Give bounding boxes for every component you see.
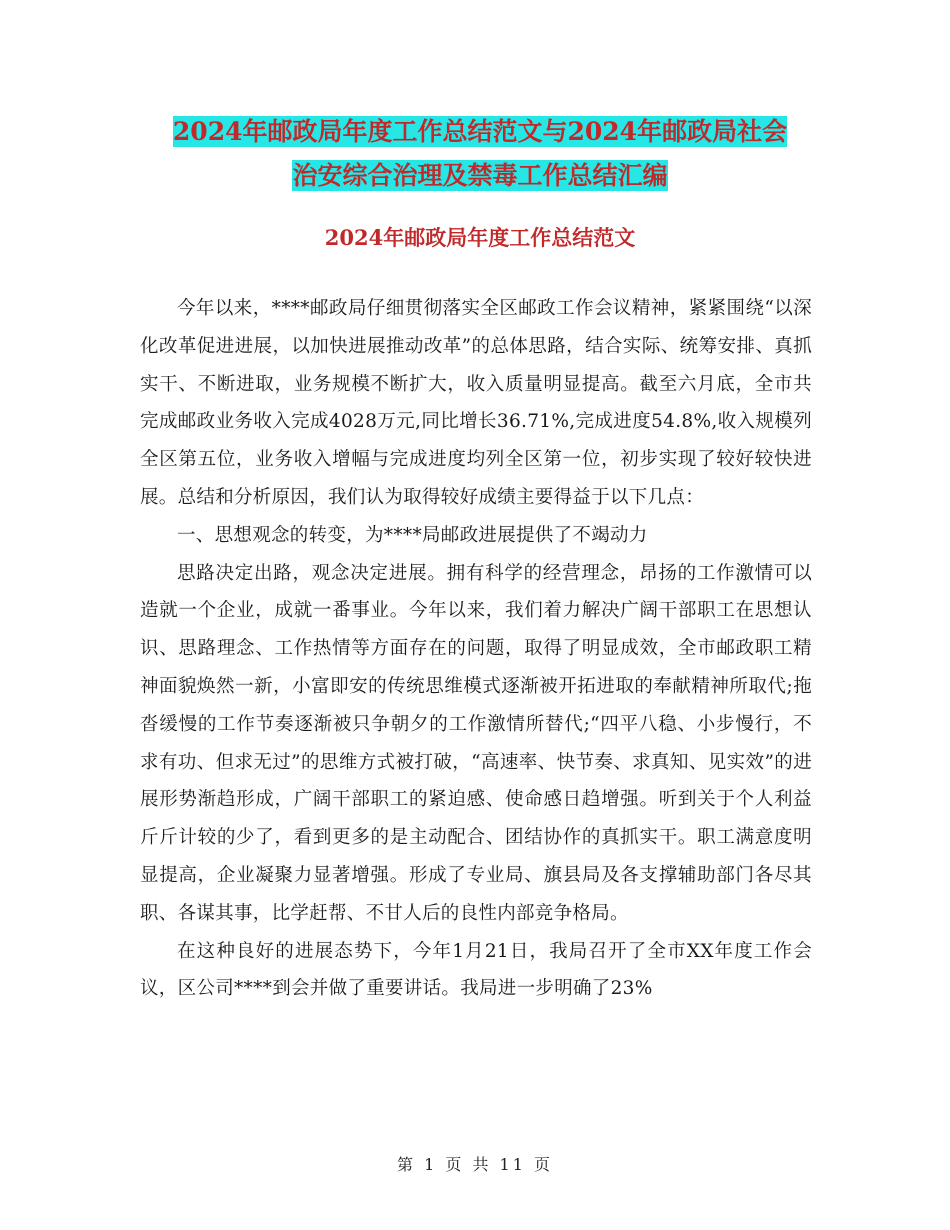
title-line-1: 2024年邮政局年度工作总结范文与2024年邮政局社会	[172, 117, 788, 146]
document-title	[140, 110, 820, 198]
paragraph-intro: 今年以来，****邮政局仔细贯彻落实全区邮政工作会议精神，紧紧围绕“以深化改革促进进展，以加快进展推动改革”的总体思路，结合实际、统筹安排、真抓实干、不断进取，业务规模不断扩大，收入质量明显提高。截至六月底，全市共完成邮政业务收入完成4028万元,同比增长36.71%,完成进度54.8%,收入规模列全区第五位，业务收入增幅与完成进度均列全区第一位，初步实现了较好较快进展。总结和分析原因，我们认为取得较好成绩主要得益于以下几点：	[140, 298, 812, 508]
section-title: 2024年邮政局年度工作总结范文	[324, 225, 636, 250]
page-footer: 第 1 页 共 11 页	[397, 1155, 553, 1174]
paragraph-heading-1: 一、思想观念的转变，为****局邮政进展提供了不竭动力	[177, 524, 648, 546]
document-body	[140, 290, 812, 1008]
paragraph-body-2: 在这种良好的进展态势下，今年1月21日，我局召开了全市XX年度工作会议，区公司****到会并做了重要讲话。我局进一步明确了23%	[140, 940, 812, 1000]
paragraph-body-1: 思路决定出路，观念决定进展。拥有科学的经营理念，昂扬的工作激情可以造就一个企业，成就一番事业。今年以来，我们着力解决广阔干部职工在思想认识、思路理念、工作热情等方面存在的问题，取得了明显成效，全市邮政职工精神面貌焕然一新，小富即安的传统思维模式逐渐被开拓进取的奉献精神所取代;拖沓缓慢的工作节奏逐渐被只争朝夕的工作激情所替代;“四平八稳、小步慢行，不求有功、但求无过”的思维方式被打破，“高速率、快节奏、求真知、见实效”的进展形势渐趋形成，广阔干部职工的紧迫感、使命感日趋增强。听到关于个人利益斤斤计较的少了，看到更多的是主动配合、团结协作的真抓实干。职工满意度明显提高，企业凝聚力显著增强。形成了专业局、旗县局及各支撑辅助部门各尽其职、各谋其事，比学赶帮、不甘人后的良性内部竞争格局。	[140, 562, 812, 924]
title-line-2: 治安综合治理及禁毒工作总结汇编	[292, 161, 668, 190]
